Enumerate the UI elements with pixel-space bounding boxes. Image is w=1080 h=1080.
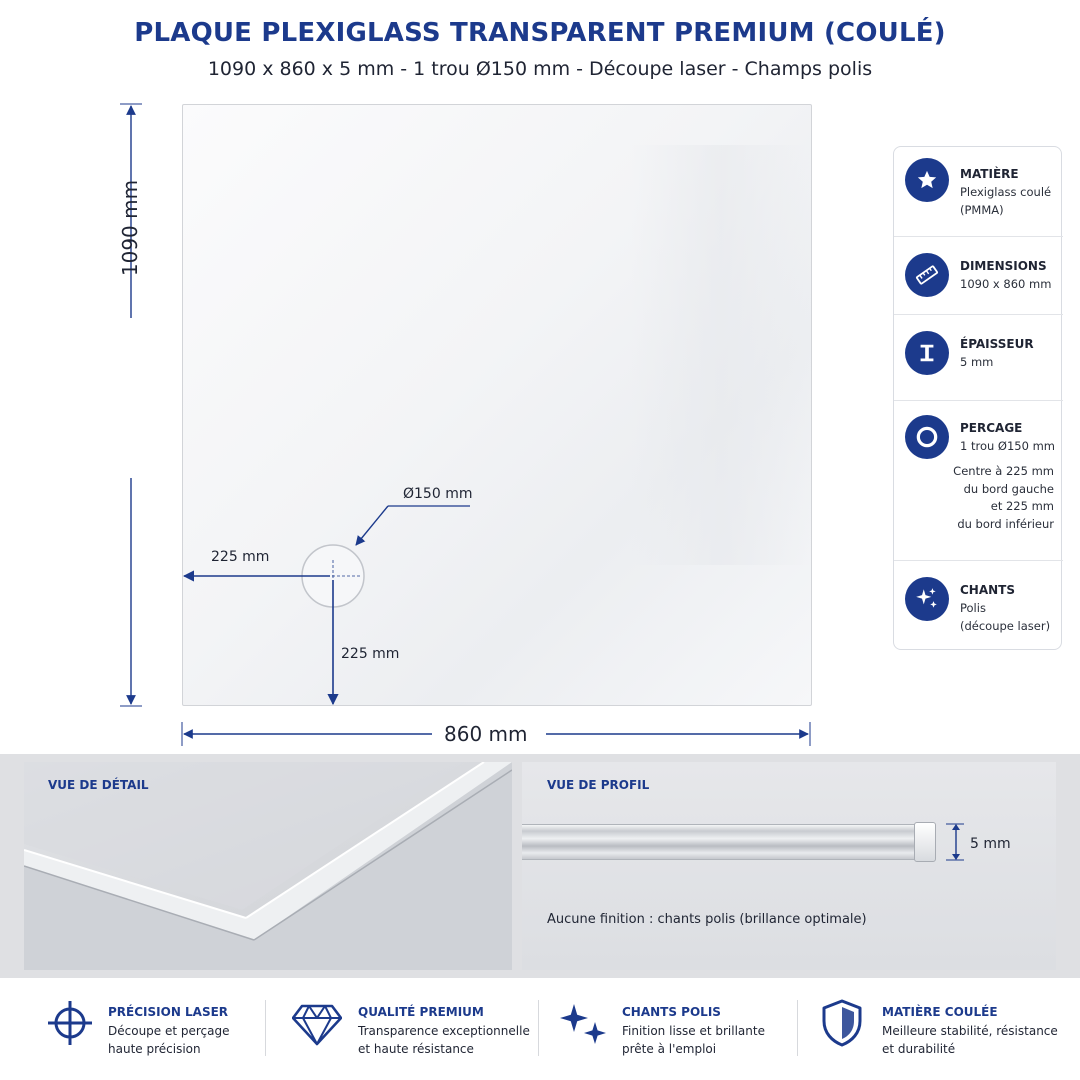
spec-edges-title: CHANTS bbox=[960, 583, 1016, 597]
star-icon bbox=[905, 158, 949, 202]
sparkle-icon bbox=[560, 998, 610, 1048]
spec-edges-text: Polis (découpe laser) bbox=[960, 601, 1051, 633]
detail-view-illustration bbox=[24, 762, 512, 970]
profile-view-panel bbox=[522, 762, 1056, 970]
feature-divider bbox=[538, 1000, 539, 1056]
spec-material-title: MATIÈRE bbox=[960, 167, 1019, 181]
bottom-offset-label: 225 mm bbox=[341, 646, 400, 662]
height-label: 1090 mm bbox=[118, 179, 142, 277]
page-title: PLAQUE PLEXIGLASS TRANSPARENT PREMIUM (COULÉ) bbox=[134, 18, 946, 48]
left-offset-label: 225 mm bbox=[211, 549, 270, 565]
feature-cast-material bbox=[820, 996, 1070, 1066]
profile-view-label: VUE DE PROFIL bbox=[547, 778, 650, 792]
feature-divider bbox=[265, 1000, 266, 1056]
feature-text: Découpe et perçage haute précision bbox=[108, 1024, 230, 1056]
spec-thickness-title: ÉPAISSEUR bbox=[960, 337, 1034, 351]
diamond-icon bbox=[292, 998, 342, 1048]
spec-edges bbox=[894, 561, 1063, 651]
ruler-icon bbox=[905, 253, 949, 297]
feature-title: CHANTS POLIS bbox=[622, 1005, 721, 1019]
feature-title: MATIÈRE COULÉE bbox=[882, 1005, 998, 1019]
feature-divider bbox=[797, 1000, 798, 1056]
width-label: 860 mm bbox=[444, 722, 528, 746]
spec-dimensions-text: 1090 x 860 mm bbox=[960, 277, 1052, 291]
spec-drilling bbox=[894, 401, 1063, 561]
spec-panel bbox=[893, 146, 1062, 650]
feature-title: PRÉCISION LASER bbox=[108, 1005, 229, 1019]
feature-text: Finition lisse et brillante prête à l'emploi bbox=[622, 1024, 765, 1056]
feature-title: QUALITÉ PREMIUM bbox=[358, 1005, 484, 1019]
spec-drilling-detail: Centre à 225 mm du bord gauche et 225 mm du bord inférieur bbox=[953, 464, 1054, 531]
thickness-dimension bbox=[522, 762, 1056, 970]
feature-polished-edges bbox=[560, 996, 790, 1066]
ring-icon bbox=[905, 415, 949, 459]
feature-text: Transparence exceptionnelle et haute résistance bbox=[358, 1024, 530, 1056]
detail-view-label: VUE DE DÉTAIL bbox=[48, 778, 149, 792]
detail-view-panel bbox=[24, 762, 512, 970]
profile-thickness-label: 5 mm bbox=[970, 836, 1011, 852]
shield-icon bbox=[820, 998, 870, 1048]
spec-dimensions-title: DIMENSIONS bbox=[960, 259, 1047, 273]
i-beam-icon bbox=[905, 331, 949, 375]
hole-diameter-label: Ø150 mm bbox=[403, 486, 473, 502]
feature-text: Meilleure stabilité, résistance et durabilité bbox=[882, 1024, 1058, 1056]
spec-thickness bbox=[894, 315, 1063, 401]
spec-material bbox=[894, 147, 1063, 237]
feature-laser-precision bbox=[46, 996, 256, 1066]
feature-premium-quality bbox=[292, 996, 532, 1066]
spec-material-text: Plexiglass coulé (PMMA) bbox=[960, 185, 1052, 217]
spec-dimensions bbox=[894, 237, 1063, 315]
sparkle-icon bbox=[905, 577, 949, 621]
page-subtitle: 1090 x 860 x 5 mm - 1 trou Ø150 mm - Découpe laser - Champs polis bbox=[207, 58, 873, 80]
spec-thickness-text: 5 mm bbox=[960, 355, 994, 369]
crosshair-icon bbox=[46, 998, 96, 1048]
profile-note: Aucune finition : chants polis (brillance optimale) bbox=[547, 912, 867, 927]
spec-drilling-title: PERCAGE bbox=[960, 421, 1023, 435]
spec-drilling-text: 1 trou Ø150 mm bbox=[960, 439, 1055, 453]
